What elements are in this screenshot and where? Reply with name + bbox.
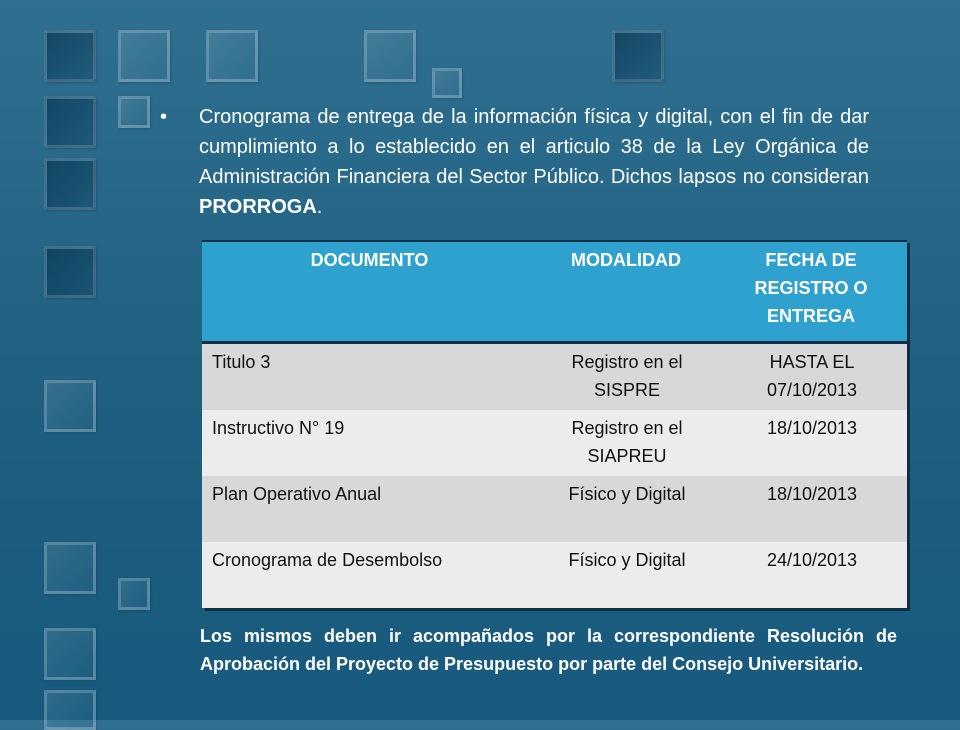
table-row <box>202 476 907 542</box>
bullet-symbol: • <box>160 106 168 128</box>
decorative-square <box>44 380 96 432</box>
decorative-square <box>432 68 462 98</box>
cell-fecha: 24/10/2013 <box>715 542 907 608</box>
cell-documento: Instructivo N° 19 <box>202 410 537 476</box>
bullet-text-end: . <box>316 196 323 218</box>
cell-documento: Plan Operativo Anual <box>202 476 537 542</box>
decorative-square <box>612 30 664 82</box>
bullet-text-main: Cronograma de entrega de la información física y digital, con el fin de dar cumplimiento a lo establecido en el articulo 38 de la Ley Orgánica de Administración Financiera del Sector Público. Dichos lapsos no consideran <box>199 106 869 188</box>
table-header-row <box>202 241 907 343</box>
decorative-square <box>118 96 150 128</box>
decorative-square <box>44 628 96 680</box>
table-row <box>202 542 907 608</box>
cell-documento: Cronograma de Desembolso <box>202 542 537 608</box>
cell-fecha: 18/10/2013 <box>715 410 907 476</box>
decorative-square <box>44 30 96 82</box>
decorative-square <box>44 158 96 210</box>
cell-documento: Titulo 3 <box>202 343 537 411</box>
footer-note: Los mismos deben ir acompañados por la correspondiente Resolución de Aprobación del Proyecto de Presupuesto por parte del Consejo Universitario. <box>200 626 897 674</box>
decorative-square <box>206 30 258 82</box>
header-fecha: FECHA DE REGISTRO O ENTREGA <box>715 241 907 343</box>
cell-modalidad: Registro en el SIAPREU <box>537 410 715 476</box>
decorative-square <box>118 30 170 82</box>
schedule-table <box>202 240 907 608</box>
cell-fecha: 18/10/2013 <box>715 476 907 542</box>
table-row <box>202 343 907 411</box>
decorative-square <box>44 690 96 730</box>
table-row <box>202 410 907 476</box>
cell-modalidad: Físico y Digital <box>537 542 715 608</box>
cell-modalidad: Registro en el SISPRE <box>537 343 715 411</box>
cell-modalidad: Físico y Digital <box>537 476 715 542</box>
decorative-square <box>44 96 96 148</box>
bullet-paragraph <box>199 102 869 222</box>
decorative-square <box>44 246 96 298</box>
header-documento: DOCUMENTO <box>202 241 537 343</box>
decorative-square <box>44 542 96 594</box>
header-modalidad: MODALIDAD <box>537 241 715 343</box>
decorative-square <box>118 578 150 610</box>
cell-fecha: HASTA EL 07/10/2013 <box>715 343 907 411</box>
decorative-square <box>364 30 416 82</box>
bullet-text-bold: PRORROGA <box>199 196 317 218</box>
